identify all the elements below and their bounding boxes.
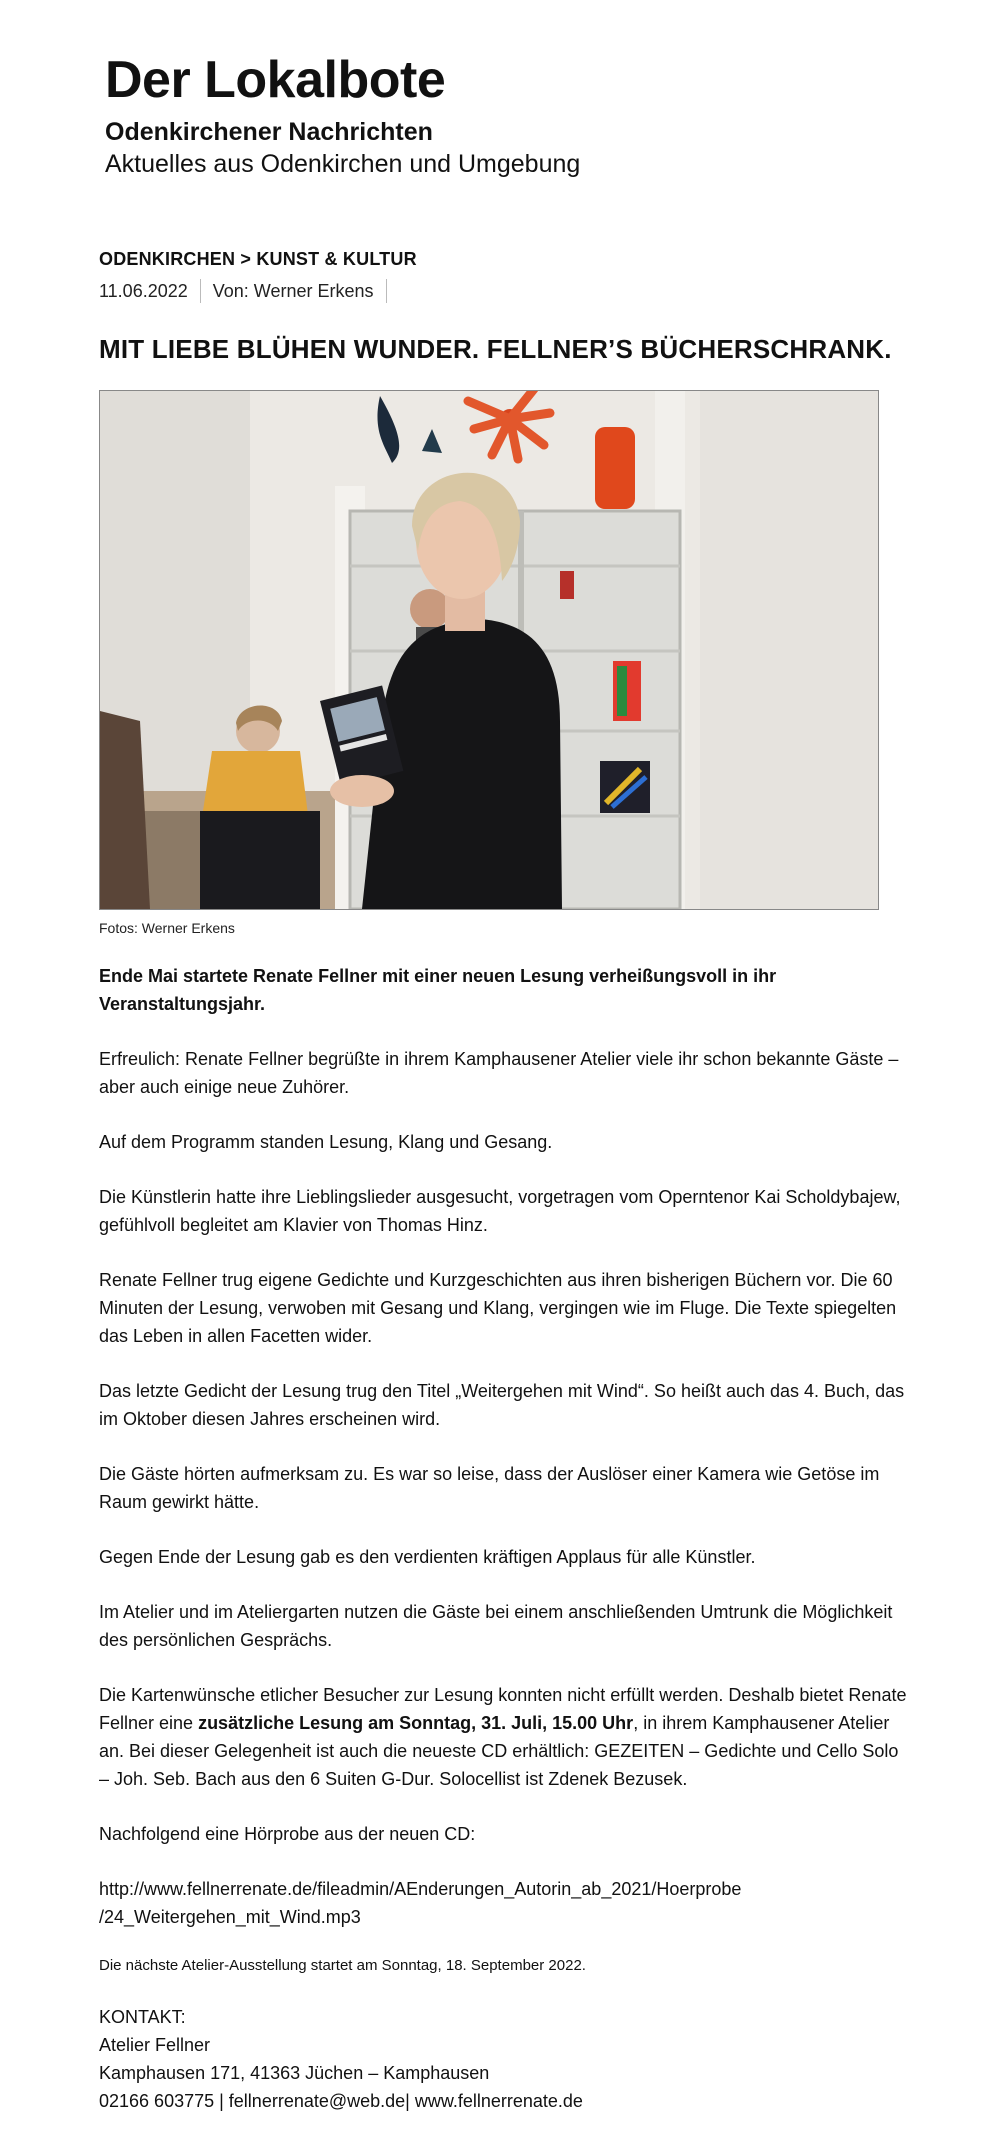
special-text-after: , in ihrem Kamphausener Atelier an. Bei dieser Gelegenheit ist auch die neueste CD erhältlich: GEZEITEN – Gedichte und Cello Solo – Joh. Seb. Bach aus den 6 Suiten G-Dur. Solocellist ist Zdenek Bezusek. xyxy=(99,1713,899,1789)
meta-divider xyxy=(200,279,201,303)
article-date: 11.06.2022 xyxy=(99,281,188,301)
article-paragraph: Die Künstlerin hatte ihre Lieblingslieder ausgesucht, vorgetragen vom Operntenor Kai Scholdybajew, gefühlvoll begleitet am Klavier von Thomas Hinz. xyxy=(99,1187,901,1235)
article xyxy=(99,246,909,2115)
article-paragraph: Renate Fellner trug eigene Gedichte und Kurzgeschichten aus ihren bisherigen Büchern vor. Die 60 Minuten der Lesung, verwoben mit Gesang und Klang, vergingen wie im Fluge. Die Texte spiegelten das Leben in allen Facetten wider. xyxy=(99,1270,897,1346)
article-meta xyxy=(99,278,909,304)
article-paragraph: Das letzte Gedicht der Lesung trug den Titel „Weitergehen mit Wind“. So heißt auch das 4. Buch, das im Oktober diesen Jahres erscheinen wird. xyxy=(99,1381,905,1429)
newspaper-tagline: Aktuelles aus Odenkirchen und Umgebung xyxy=(105,150,581,178)
audio-sample-link[interactable] xyxy=(99,1875,909,1931)
special-reading-paragraph xyxy=(99,1681,909,1793)
contact-label: KONTAKT: xyxy=(99,2007,186,2027)
newspaper-title: Der Lokalbote xyxy=(105,51,446,109)
meta-divider xyxy=(386,279,387,303)
article-lead: Ende Mai startete Renate Fellner mit einer neuen Lesung verheißungsvoll in ihr Veranstaltungsjahr. xyxy=(99,966,777,1014)
article-paragraph: Die Gäste hörten aufmerksam zu. Es war so leise, dass der Auslöser einer Kamera wie Getöse im Raum gewirkt hätte. xyxy=(99,1464,880,1512)
audio-intro: Nachfolgend eine Hörprobe aus der neuen CD: xyxy=(99,1824,476,1844)
contact-name: Atelier Fellner xyxy=(99,2035,211,2055)
article-paragraph: Gegen Ende der Lesung gab es den verdienten kräftigen Applaus für alle Künstler. xyxy=(99,1547,756,1567)
article-paragraph: Erfreulich: Renate Fellner begrüßte in ihrem Kamphausener Atelier viele ihr schon bekannte Gäste – aber auch einige neue Zuhörer. xyxy=(99,1049,899,1097)
contact-block xyxy=(99,2003,909,2115)
photo-caption: Fotos: Werner Erkens xyxy=(99,920,235,936)
audio-url-line[interactable]: /24_Weitergehen_mit_Wind.mp3 xyxy=(99,1907,361,1927)
breadcrumb[interactable]: ODENKIRCHEN > KUNST & KULTUR xyxy=(99,249,417,269)
masthead xyxy=(105,50,580,180)
contact-line[interactable]: 02166 603775 | fellnerrenate@web.de| www.fellnerrenate.de xyxy=(99,2091,583,2111)
article-photo xyxy=(99,390,879,910)
article-author: Von: Werner Erkens xyxy=(212,281,374,301)
article-paragraph: Auf dem Programm standen Lesung, Klang und Gesang. xyxy=(99,1132,553,1152)
contact-address: Kamphausen 171, 41363 Jüchen – Kamphausen xyxy=(99,2063,490,2083)
article-headline: MIT LIEBE BLÜHEN WUNDER. FELLNER’S BÜCHERSCHRANK. xyxy=(99,334,892,364)
audio-url-line[interactable]: http://www.fellnerrenate.de/fileadmin/AEnderungen_Autorin_ab_2021/Hoerprobe xyxy=(99,1879,742,1899)
exhibition-note: Die nächste Atelier-Ausstellung startet am Sonntag, 18. September 2022. xyxy=(99,1957,586,1974)
newspaper-subtitle: Odenkirchener Nachrichten xyxy=(105,118,433,146)
special-event-date: zusätzliche Lesung am Sonntag, 31. Juli, 15.00 Uhr xyxy=(198,1713,634,1733)
article-paragraph: Im Atelier und im Ateliergarten nutzen die Gäste bei einem anschließenden Umtrunk die Möglichkeit des persönlichen Gesprächs. xyxy=(99,1602,893,1650)
photo-illustration xyxy=(100,391,878,909)
special-text-before: Die Kartenwünsche etlicher Besucher zur Lesung konnten nicht erfüllt werden. Deshalb bietet Renate Fellner eine xyxy=(99,1685,907,1733)
